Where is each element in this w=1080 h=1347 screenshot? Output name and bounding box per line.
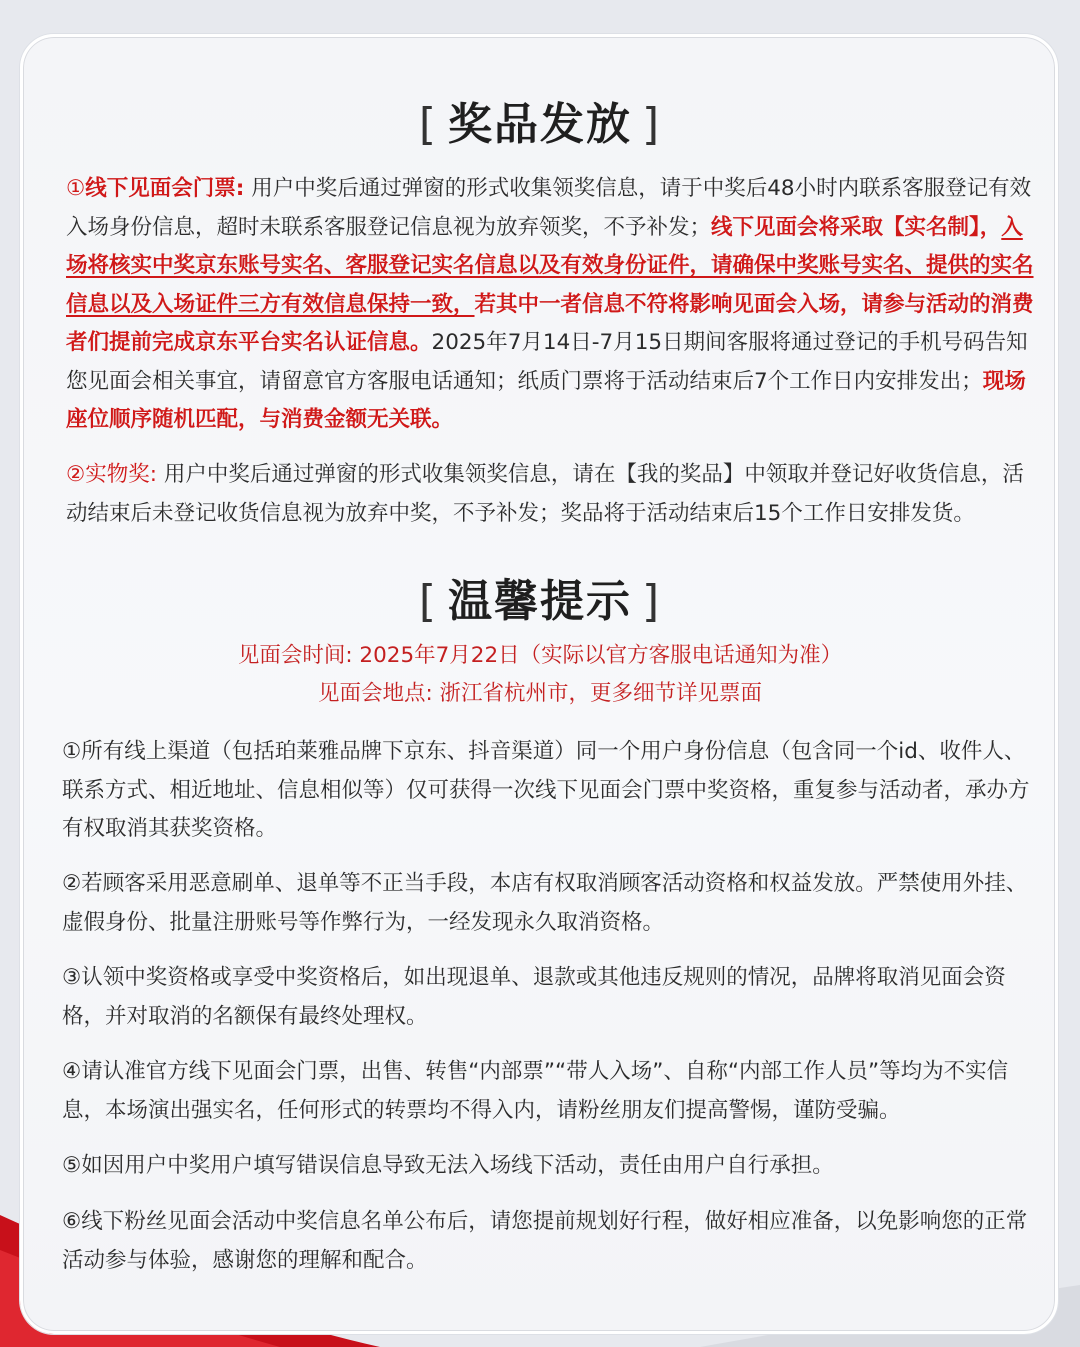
tip-item-1: ①所有线上渠道（包括珀莱雅品牌下京东、抖音渠道）同一个用户身份信息（包含同一个id、收件人、联系方式、相近地址、信息相似等）仅可获得一次线下见面会门票中奖资格，重复参与活动者，承办方有权取消其获奖资格。 <box>62 739 1030 841</box>
tip-item-3: ③认领中奖资格或享受中奖资格后，如出现退单、退款或其他违反规则的情况，品牌将取消见面会资格，并对取消的名额保有最终处理权。 <box>62 965 1006 1029</box>
prize-item-1-text-f: 现场座位顺序随机匹配，与消费金额无关联。 <box>66 368 1026 432</box>
tip-item-2: ②若顾客采用恶意刷单、退单等不正当手段，本店有权取消顾客活动资格和权益发放。严禁使用外挂、虚假身份、批量注册账号等作弊行为，一经发现永久取消资格。 <box>62 871 1028 935</box>
prize-item-2-num: ② <box>66 462 86 487</box>
prize-item-1-text-a: 用户中奖后通过弹窗的形式收集领奖信息，请于中奖后48小时内联系客服登记有效入场身份信息，超时未联系客服登记信息视为放弃领奖，不予补发； <box>66 176 1032 240</box>
prize-item-1-label: 线下见面会门票: <box>85 176 245 201</box>
prize-item-2-label: 实物奖: <box>85 462 158 487</box>
prize-item-1 <box>66 170 1036 440</box>
prize-item-1-text-b: 线下见面会将采取【实名制】， <box>711 214 1002 240</box>
tip-item-4: ④请认准官方线下见面会门票，出售、转售“内部票”“带人入场”、自称“内部工作人员”等均为不实信息，本场演出强实名，任何形式的转票均不得入内，请粉丝朋友们提高警惕，谨防受骗。 <box>62 1059 1009 1123</box>
tip-item-5: ⑤如因用户中奖用户填写错误信息导致无法入场线下活动，责任由用户自行承担。 <box>62 1153 834 1178</box>
prize-item-1-text-d: 若其中一者信息不符将影响见面会入场，请参与活动的消费者们提前完成京东平台实名认证信息。 <box>66 291 1034 355</box>
tips-section-title: [ 温馨提示 ] <box>418 576 662 627</box>
tip-item-6: ⑥线下粉丝见面会活动中奖信息名单公布后，请您提前规划好行程，做好相应准备，以免影响您的正常活动参与体验，感谢您的理解和配合。 <box>62 1209 1028 1273</box>
prize-item-1-text-e: 2025年7月14日-7月15日期间客服将通过登记的手机号码告知您见面会相关事宜，请留意官方客服电话通知；纸质门票将于活动结束后7个工作日内安排发出； <box>66 330 1028 394</box>
prize-section-title: [ 奖品发放 ] <box>418 99 662 150</box>
prize-item-2-text: 用户中奖后通过弹窗的形式收集领奖信息，请在【我的奖品】中领取并登记好收货信息，活动结束后未登记收货信息视为放弃中奖，不予补发；奖品将于活动结束后15个工作日安排发货。 <box>66 462 1024 526</box>
meeting-time: 见面会时间: 2025年7月22日（实际以官方客服电话通知为准） <box>237 643 843 668</box>
prize-item-1-text-c: 入场将核实中奖京东账号实名、客服登记实名信息以及有效身份证件，请确保中奖账号实名、提供的实名信息以及入场证件三方有效信息保持一致， <box>66 214 1034 317</box>
meeting-place: 见面会地点: 浙江省杭州市，更多细节详见票面 <box>317 681 763 706</box>
prize-item-2 <box>66 456 1036 533</box>
prize-item-1-num: ① <box>66 176 86 201</box>
